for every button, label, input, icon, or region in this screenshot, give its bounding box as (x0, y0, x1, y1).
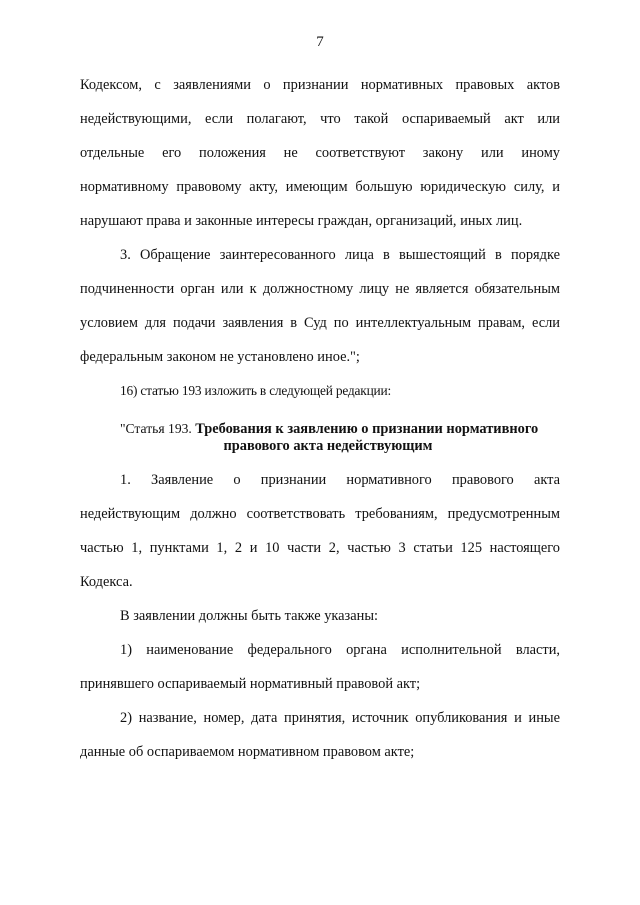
article-title-line1: Требования к заявлению о признании нормативного (195, 421, 539, 437)
article-title-line2: правового акта недействующим (223, 438, 433, 454)
article-number: "Статья 193. (120, 421, 196, 436)
text-line: Кодекса. (80, 574, 133, 590)
text-line: 2) название, номер, дата принятия, источник опубликования и иные (120, 710, 560, 726)
text-line: Кодексом, с заявлениями о признании нормативных правовых актов (80, 77, 560, 93)
text-line: отдельные его положения не соответствуют закону или иному (80, 145, 560, 161)
text-line: В заявлении должны быть также указаны: (120, 608, 378, 624)
document-body (80, 74, 560, 775)
text-line: недействующим должно соответствовать требованиям, предусмотренным (80, 506, 560, 522)
text-line: подчиненности орган или к должностному лицу не является обязательным (80, 281, 560, 297)
article-heading (80, 420, 560, 455)
text-line: федеральным законом не установлено иное."; (80, 349, 360, 365)
text-line: данные об оспариваемом нормативном правовом акте; (80, 744, 415, 760)
amendment-line: 16) статью 193 изложить в следующей редакции: (120, 383, 392, 398)
page-number: 7 (316, 34, 324, 50)
text-line: нарушают права и законные интересы граждан, организаций, иных лиц. (80, 213, 523, 229)
text-line: условием для подачи заявления в Суд по интеллектуальным правам, если (80, 315, 560, 331)
text-line: недействующими, если полагают, что такой оспариваемый акт или (80, 111, 560, 127)
text-line: нормативному правовому акту, имеющим большую юридическую силу, и (80, 179, 560, 195)
text-line: частью 1, пунктами 1, 2 и 10 части 2, частью 3 статьи 125 настоящего (80, 540, 560, 556)
text-line: 1) наименование федерального органа исполнительной власти, (120, 642, 560, 658)
text-line: 3. Обращение заинтересованного лица в вышестоящий в порядке (120, 247, 560, 263)
text-line: 1. Заявление о признании нормативного правового акта (120, 472, 560, 488)
text-line: принявшего оспариваемый нормативный правовой акт; (80, 676, 421, 692)
